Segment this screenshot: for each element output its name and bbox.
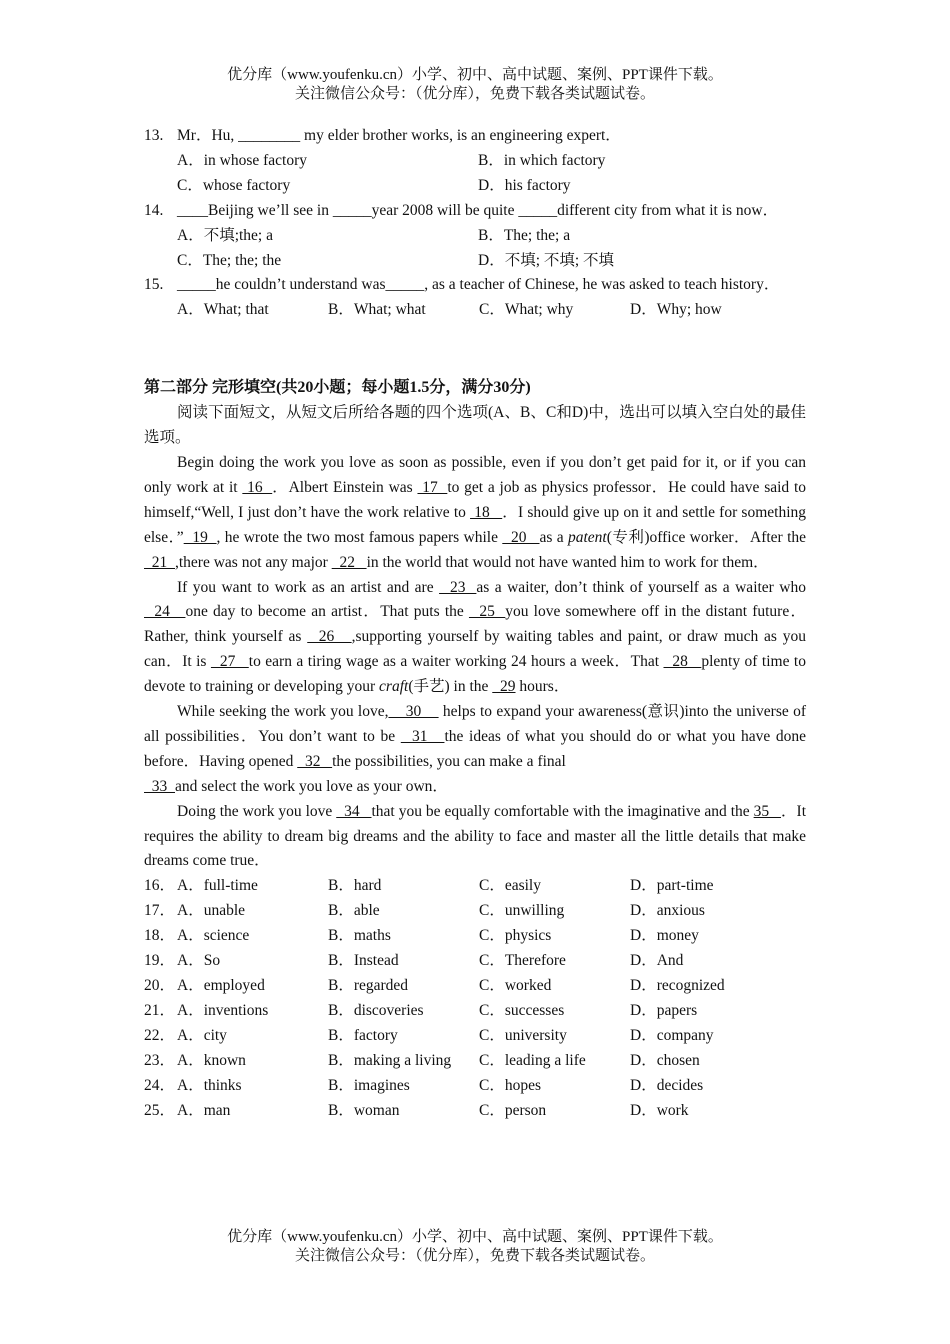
passage-text: While seeking the work you love,: [177, 703, 389, 721]
option-c: C．university: [479, 1026, 567, 1044]
option-b: B．making a living: [328, 1051, 452, 1069]
option-d: D．part-time: [630, 877, 714, 895]
question-text: Mr．Hu, ________ my elder brother works, is an engineering expert．: [177, 127, 621, 144]
page-header: [0, 66, 950, 104]
passage-text: hours．: [515, 678, 570, 696]
blank-29: 29: [492, 678, 516, 696]
header-line-1: 优分库（www.youfenku.cn）小学、初中、高中试题、案例、PPT课件下载。: [227, 67, 723, 83]
passage-text: helps to expand your awareness(意识)into the universe of all possibilities．You don’t want to be: [144, 703, 806, 745]
blank-19: 19: [183, 528, 217, 546]
passage-paragraph-3-continued: [144, 775, 806, 800]
question-number: 22．: [144, 1026, 176, 1044]
passage-text: (手艺) in the: [408, 678, 493, 696]
blank-22: 22: [331, 553, 367, 571]
cloze-question-22: [144, 1024, 806, 1049]
footer-line-1: 优分库（www.youfenku.cn）小学、初中、高中试题、案例、PPT课件下载。: [227, 1229, 723, 1245]
passage-text: plenty of time to devote to training or developing your: [144, 653, 806, 696]
passage-text: Begin doing the work you love as soon as possible, even if you don’t get paid for it, or if you can only work at it: [144, 453, 806, 496]
cloze-question-18: [144, 924, 806, 949]
option-d: D．recognized: [630, 977, 725, 994]
option-d: D．his factory: [478, 176, 571, 194]
passage-text: ．I should give up on it and settle for something else．”: [144, 503, 807, 546]
blank-34: 34: [336, 802, 372, 820]
option-c: C．person: [479, 1101, 547, 1119]
blank-32: 32: [297, 752, 333, 770]
option-b: B．able: [328, 902, 380, 920]
question-number: 18．: [144, 927, 176, 945]
option-b: B．in which factory: [478, 151, 606, 169]
option-a: A．thinks: [177, 1076, 242, 1094]
blank-31: 31: [400, 727, 445, 745]
footer-line-2: 关注微信公众号：（优分库），免费下载各类试题试卷。: [294, 1248, 655, 1264]
option-a: A．science: [177, 927, 250, 945]
passage-text: as a: [539, 528, 568, 546]
question-number: 19．: [144, 952, 176, 970]
question-number: 13.: [144, 127, 164, 144]
passage-paragraph-4: [144, 800, 806, 875]
cloze-question-23: [144, 1049, 806, 1074]
passage-text: ．It requires the ability to dream big dreams and the ability to face and master all the little details that make dreams come true．: [144, 802, 807, 870]
option-c: C．physics: [479, 927, 552, 945]
option-b: B．The; the; a: [478, 226, 571, 244]
option-b: B．discoveries: [328, 1001, 424, 1019]
question-number: 17．: [144, 902, 176, 920]
option-d: D．chosen: [630, 1051, 700, 1069]
option-d: D．And: [630, 952, 684, 970]
option-b: B．regarded: [328, 977, 409, 994]
passage-text: ,supporting yourself by waiting tables and paint, or draw much as you can．It is: [144, 628, 806, 671]
blank-33: 33: [144, 777, 175, 795]
blank-26: 26: [307, 628, 352, 646]
passage-text: as a waiter, don’t think of yourself as a waiter who: [476, 578, 806, 596]
option-c: C．leading a life: [479, 1051, 586, 1069]
question-number: 16．: [144, 877, 176, 895]
option-b: B．woman: [328, 1101, 400, 1119]
blank-17: 17: [417, 478, 448, 496]
option-a: A．in whose factory: [177, 151, 307, 169]
blank-23: 23: [439, 578, 477, 596]
document-body: [144, 124, 806, 1123]
question-text: ____Beijing we’ll see in _____year 2008 will be quite _____different city from what it is now．: [177, 201, 779, 219]
question-number: 14.: [144, 201, 164, 219]
option-d: D．work: [630, 1101, 689, 1119]
blank-30: 30: [388, 703, 439, 721]
passage-text: Doing the work you love: [177, 802, 337, 820]
cloze-question-21: [144, 999, 806, 1024]
blank-18: 18: [470, 503, 503, 521]
cloze-question-24: [144, 1074, 806, 1099]
section-title: 第二部分 完形填空(共20小题；每小题1.5分，满分30分): [144, 379, 531, 397]
option-a: A．inventions: [177, 1001, 269, 1019]
option-b: B．Instead: [328, 952, 399, 970]
cloze-question-16: [144, 874, 806, 899]
passage-text: , he wrote the two most famous papers while: [216, 528, 503, 546]
option-c: C．unwilling: [479, 902, 565, 920]
option-b: B．imagines: [328, 1076, 410, 1094]
option-a: A．full-time: [177, 877, 258, 895]
question-number: 21．: [144, 1001, 176, 1019]
option-a: A．city: [177, 1026, 227, 1044]
question-number: 15.: [144, 276, 164, 294]
option-b: B．What; what: [328, 301, 426, 319]
option-d: D．money: [630, 927, 699, 945]
question-number: 23．: [144, 1051, 176, 1069]
blank-24: 24: [144, 603, 186, 621]
option-c: C．Therefore: [479, 952, 566, 970]
passage-text: the possibilities, you can make a final: [332, 752, 566, 770]
option-d: D．Why; how: [630, 301, 722, 319]
option-c: C．What; why: [479, 301, 574, 319]
option-d: D．papers: [630, 1001, 698, 1019]
page-footer: [0, 1228, 950, 1266]
passage-text: the ideas of what you should do or what you have done before．Having opened: [144, 727, 807, 770]
passage-text: ,there was not any major: [175, 553, 332, 571]
option-d: D．anxious: [630, 902, 705, 920]
passage-paragraph-1: [144, 451, 806, 576]
italic-term: patent: [568, 528, 607, 546]
passage-text: (专利)office worker．After the: [606, 528, 806, 546]
option-d: D．不填; 不填; 不填: [478, 251, 615, 269]
question-number: 24．: [144, 1076, 176, 1094]
blank-25: 25: [468, 603, 506, 621]
option-c: C．easily: [479, 877, 541, 895]
question-number: 25．: [144, 1101, 176, 1119]
question-number: 20．: [144, 977, 176, 994]
option-c: C．worked: [479, 977, 552, 994]
passage-paragraph-2: [144, 576, 806, 701]
option-c: C．hopes: [479, 1076, 542, 1094]
cloze-question-19: [144, 949, 806, 974]
question-text: _____he couldn’t understand was_____, as a teacher of Chinese, he was asked to teach history．: [177, 276, 780, 294]
option-c: C．The; the; the: [177, 251, 282, 269]
option-a: A．known: [177, 1051, 246, 1069]
option-b: B．factory: [328, 1026, 398, 1044]
passage-text: that you be equally comfortable with the imaginative and the: [371, 802, 754, 820]
cloze-question-25: [144, 1099, 806, 1124]
section-instruction: 阅读下面短文，从短文后所给各题的四个选项(A、B、C和D)中，选出可以填入空白处的最佳选项。: [144, 404, 806, 447]
option-a: A．不填;the; a: [177, 226, 273, 244]
option-a: A．What; that: [177, 301, 269, 319]
passage-text: to get a job as physics professor．He could have said to himself,“Well, I just don’t have the work relative to: [144, 478, 807, 521]
blank-20: 20: [502, 528, 540, 546]
header-line-2: 关注微信公众号：（优分库），免费下载各类试题试卷。: [294, 86, 655, 102]
cloze-question-17: [144, 899, 806, 924]
blank-16: 16: [242, 478, 273, 496]
cloze-question-20: [144, 974, 806, 999]
option-c: C．successes: [479, 1001, 565, 1019]
passage-text: one day to become an artist．That puts the: [185, 603, 469, 621]
question-15: [144, 273, 806, 323]
blank-21: 21: [144, 553, 175, 571]
passage-paragraph-3: [144, 700, 806, 775]
option-c: C．whose factory: [177, 176, 291, 194]
passage-text: you love somewhere off in the distant future．Rather, think yourself as: [144, 603, 807, 646]
option-b: B．maths: [328, 927, 391, 945]
passage-text: and select the work you love as your own．: [175, 777, 448, 795]
option-a: A．So: [177, 952, 221, 970]
option-d: D．company: [630, 1026, 714, 1044]
question-14: [144, 199, 806, 274]
option-a: A．man: [177, 1101, 231, 1119]
passage-text: in the world that would not have wanted him to work for them．: [366, 553, 769, 571]
option-a: A．unable: [177, 902, 246, 920]
blank-28: 28: [663, 653, 702, 671]
blank-35: 35: [753, 802, 781, 820]
option-b: B．hard: [328, 877, 382, 895]
question-13: [144, 124, 806, 199]
passage-text: If you want to work as an artist and are: [177, 578, 440, 596]
passage-text: ．Albert Einstein was: [272, 478, 418, 496]
passage-text: to earn a tiring wage as a waiter working 24 hours a week．That: [248, 653, 664, 671]
option-a: A．employed: [177, 977, 265, 994]
blank-27: 27: [210, 653, 249, 671]
cloze-options: [144, 874, 806, 1123]
italic-term: craft: [379, 678, 409, 696]
option-d: D．decides: [630, 1076, 704, 1094]
